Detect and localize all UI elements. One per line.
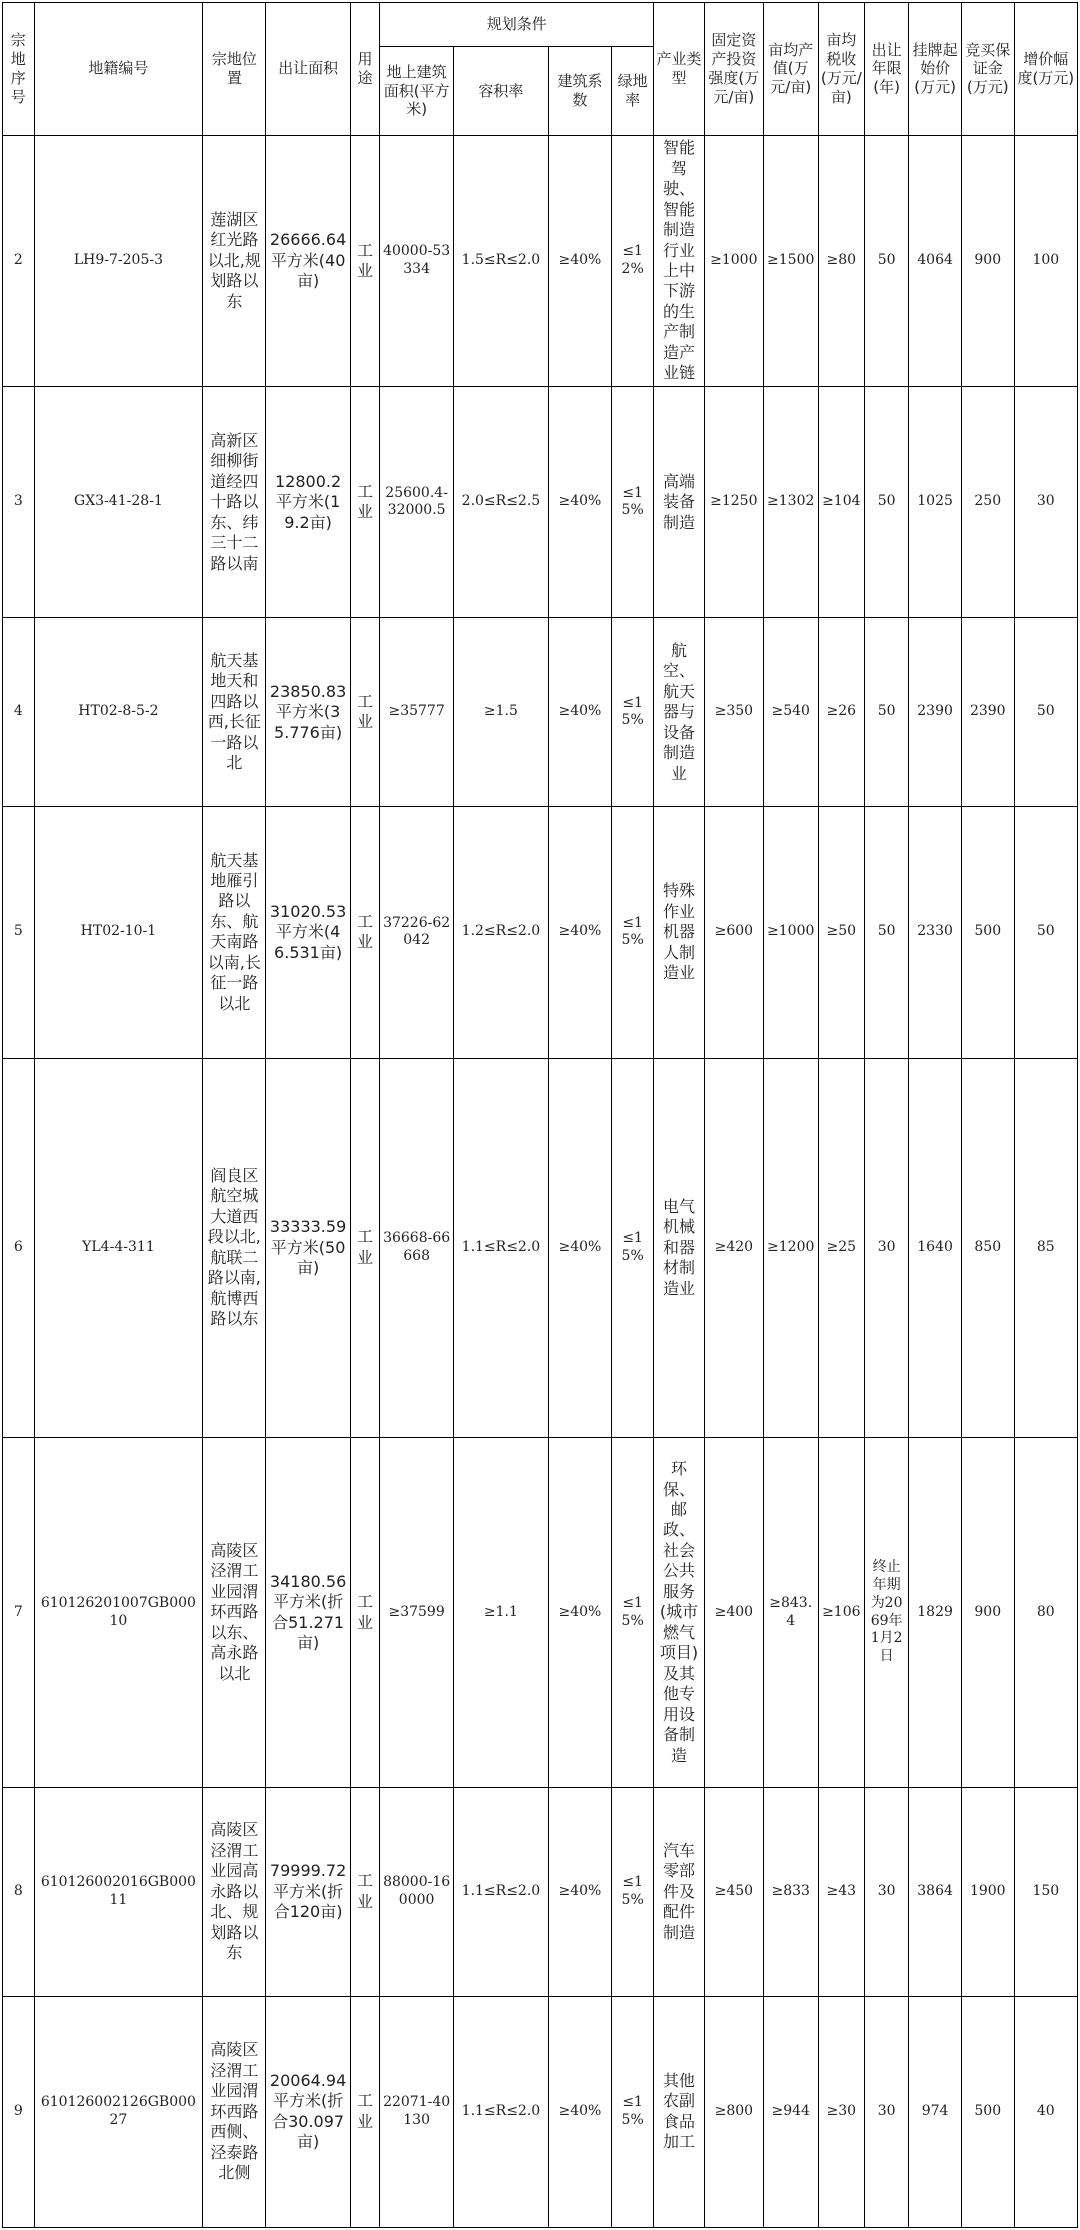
table-row bbox=[3, 387, 1078, 618]
header-industry: 产业类型 bbox=[654, 3, 705, 136]
cell-far: 1.1≤R≤2.0 bbox=[454, 1787, 549, 1996]
cell-term: 终止年期为2069年1月2日 bbox=[864, 1438, 908, 1788]
header-planning: 规划条件 bbox=[380, 3, 654, 47]
cell-area: 34180.56平方米(折合51.271亩) bbox=[266, 1438, 350, 1788]
cell-increment: 40 bbox=[1014, 1996, 1077, 2227]
cell-use: 工业 bbox=[350, 1996, 380, 2227]
header-seq: 宗地序号 bbox=[3, 3, 35, 136]
cell-output: ≥833 bbox=[763, 1787, 818, 1996]
cell-location: 高新区细柳街道经四十路以东、纬三十二路以南 bbox=[203, 387, 266, 618]
cell-density: ≥40% bbox=[548, 135, 611, 387]
table-row bbox=[3, 618, 1078, 807]
cell-area: 31020.53平方米(46.531亩) bbox=[266, 807, 350, 1058]
cell-far: ≥1.5 bbox=[454, 618, 549, 807]
cell-deposit: 250 bbox=[961, 387, 1014, 618]
cell-far: ≥1.1 bbox=[454, 1438, 549, 1788]
cell-area: 12800.2平方米(19.2亩) bbox=[266, 387, 350, 618]
cell-industry: 高端装备制造 bbox=[654, 387, 705, 618]
cell-density: ≥40% bbox=[548, 618, 611, 807]
cell-location: 高陵区泾渭工业园渭环西路以东、高永路以北 bbox=[203, 1438, 266, 1788]
cell-industry: 环保、邮政、社会公共服务(城市燃气项目)及其他专用设备制造 bbox=[654, 1438, 705, 1788]
header-invest: 固定资产投资强度(万元/亩) bbox=[704, 3, 763, 136]
cell-invest: ≥600 bbox=[704, 807, 763, 1058]
cell-deposit: 500 bbox=[961, 807, 1014, 1058]
cell-build-area: 25600.4-32000.5 bbox=[380, 387, 454, 618]
cell-term: 30 bbox=[864, 1787, 908, 1996]
cell-tax: ≥104 bbox=[818, 387, 864, 618]
cell-area: 23850.83平方米(35.776亩) bbox=[266, 618, 350, 807]
cell-build-area: 36668-66668 bbox=[380, 1058, 454, 1438]
cell-build-area: 88000-160000 bbox=[380, 1787, 454, 1996]
cell-invest: ≥350 bbox=[704, 618, 763, 807]
header-code: 地籍编号 bbox=[34, 3, 203, 136]
cell-invest: ≥450 bbox=[704, 1787, 763, 1996]
cell-invest: ≥800 bbox=[704, 1996, 763, 2227]
cell-build-area: ≥35777 bbox=[380, 618, 454, 807]
cell-green: ≤15% bbox=[612, 1058, 654, 1438]
cell-code: GX3-41-28-1 bbox=[34, 387, 203, 618]
cell-location: 莲湖区红光路以北,规划路以东 bbox=[203, 135, 266, 387]
cell-far: 1.2≤R≤2.0 bbox=[454, 807, 549, 1058]
cell-area: 33333.59平方米(50亩) bbox=[266, 1058, 350, 1438]
cell-green: ≤15% bbox=[612, 387, 654, 618]
header-output: 亩均产值(万元/亩) bbox=[763, 3, 818, 136]
cell-green: ≤15% bbox=[612, 618, 654, 807]
cell-tax: ≥106 bbox=[818, 1438, 864, 1788]
cell-green: ≤12% bbox=[612, 135, 654, 387]
cell-build-area: ≥37599 bbox=[380, 1438, 454, 1788]
cell-seq: 6 bbox=[3, 1058, 35, 1438]
cell-increment: 80 bbox=[1014, 1438, 1077, 1788]
cell-industry: 智能驾驶、智能制造行业上中下游的生产制造产业链 bbox=[654, 135, 705, 387]
cell-invest: ≥400 bbox=[704, 1438, 763, 1788]
cell-use: 工业 bbox=[350, 618, 380, 807]
table-row bbox=[3, 135, 1078, 387]
table-row bbox=[3, 1438, 1078, 1788]
cell-use: 工业 bbox=[350, 807, 380, 1058]
cell-use: 工业 bbox=[350, 135, 380, 387]
cell-industry: 汽车零部件及配件制造 bbox=[654, 1787, 705, 1996]
cell-term: 50 bbox=[864, 387, 908, 618]
cell-code: HT02-8-5-2 bbox=[34, 618, 203, 807]
cell-far: 1.1≤R≤2.0 bbox=[454, 1996, 549, 2227]
cell-price: 1025 bbox=[909, 387, 962, 618]
cell-use: 工业 bbox=[350, 1438, 380, 1788]
cell-green: ≤15% bbox=[612, 1787, 654, 1996]
header-tax: 亩均税收(万元/亩) bbox=[818, 3, 864, 136]
header-area: 出让面积 bbox=[266, 3, 350, 136]
cell-term: 50 bbox=[864, 135, 908, 387]
cell-industry: 其他农副食品加工 bbox=[654, 1996, 705, 2227]
cell-code: 610126002126GB00027 bbox=[34, 1996, 203, 2227]
cell-term: 50 bbox=[864, 618, 908, 807]
cell-location: 高陵区泾渭工业园渭环西路西侧、泾泰路北侧 bbox=[203, 1996, 266, 2227]
header-far: 容积率 bbox=[454, 47, 549, 135]
cell-code: HT02-10-1 bbox=[34, 807, 203, 1058]
cell-deposit: 900 bbox=[961, 135, 1014, 387]
cell-seq: 7 bbox=[3, 1438, 35, 1788]
cell-deposit: 900 bbox=[961, 1438, 1014, 1788]
cell-area: 79999.72平方米(折合120亩) bbox=[266, 1787, 350, 1996]
cell-code: 610126002016GB00011 bbox=[34, 1787, 203, 1996]
cell-code: YL4-4-311 bbox=[34, 1058, 203, 1438]
cell-increment: 150 bbox=[1014, 1787, 1077, 1996]
cell-output: ≥944 bbox=[763, 1996, 818, 2227]
cell-output: ≥1302 bbox=[763, 387, 818, 618]
cell-use: 工业 bbox=[350, 1787, 380, 1996]
cell-code: LH9-7-205-3 bbox=[34, 135, 203, 387]
cell-density: ≥40% bbox=[548, 807, 611, 1058]
cell-location: 航天基地雁引路以东、航天南路以南,长征一路以北 bbox=[203, 807, 266, 1058]
cell-output: ≥843.4 bbox=[763, 1438, 818, 1788]
header-density: 建筑系数 bbox=[548, 47, 611, 135]
cell-increment: 50 bbox=[1014, 618, 1077, 807]
cell-seq: 8 bbox=[3, 1787, 35, 1996]
header-term: 出让年限(年) bbox=[864, 3, 908, 136]
cell-term: 30 bbox=[864, 1058, 908, 1438]
cell-green: ≤15% bbox=[612, 1996, 654, 2227]
cell-green: ≤15% bbox=[612, 807, 654, 1058]
cell-price: 1640 bbox=[909, 1058, 962, 1438]
header-location: 宗地位置 bbox=[203, 3, 266, 136]
cell-build-area: 40000-53334 bbox=[380, 135, 454, 387]
header-price: 挂牌起始价(万元) bbox=[909, 3, 962, 136]
cell-industry: 电气机械和器材制造业 bbox=[654, 1058, 705, 1438]
header-use: 用途 bbox=[350, 3, 380, 136]
cell-deposit: 850 bbox=[961, 1058, 1014, 1438]
cell-increment: 85 bbox=[1014, 1058, 1077, 1438]
cell-location: 阎良区航空城大道西段以北,航联二路以南,航博西路以东 bbox=[203, 1058, 266, 1438]
cell-invest: ≥1000 bbox=[704, 135, 763, 387]
header-row-1 bbox=[3, 3, 1078, 47]
cell-density: ≥40% bbox=[548, 1058, 611, 1438]
cell-density: ≥40% bbox=[548, 1438, 611, 1788]
cell-invest: ≥420 bbox=[704, 1058, 763, 1438]
cell-area: 26666.64平方米(40亩) bbox=[266, 135, 350, 387]
cell-seq: 5 bbox=[3, 807, 35, 1058]
cell-increment: 30 bbox=[1014, 387, 1077, 618]
cell-term: 50 bbox=[864, 807, 908, 1058]
cell-build-area: 37226-62042 bbox=[380, 807, 454, 1058]
cell-price: 4064 bbox=[909, 135, 962, 387]
cell-output: ≥540 bbox=[763, 618, 818, 807]
table-row bbox=[3, 1787, 1078, 1996]
header-increment: 增价幅度(万元) bbox=[1014, 3, 1077, 136]
cell-output: ≥1000 bbox=[763, 807, 818, 1058]
cell-industry: 航空、航天器与设备制造业 bbox=[654, 618, 705, 807]
cell-seq: 3 bbox=[3, 387, 35, 618]
table-row bbox=[3, 807, 1078, 1058]
cell-increment: 50 bbox=[1014, 807, 1077, 1058]
cell-location: 高陵区泾渭工业园高永路以北、规划路以东 bbox=[203, 1787, 266, 1996]
cell-density: ≥40% bbox=[548, 1996, 611, 2227]
cell-price: 2330 bbox=[909, 807, 962, 1058]
cell-price: 974 bbox=[909, 1996, 962, 2227]
cell-price: 1829 bbox=[909, 1438, 962, 1788]
cell-seq: 4 bbox=[3, 618, 35, 807]
cell-tax: ≥25 bbox=[818, 1058, 864, 1438]
cell-increment: 100 bbox=[1014, 135, 1077, 387]
cell-deposit: 1900 bbox=[961, 1787, 1014, 1996]
cell-tax: ≥80 bbox=[818, 135, 864, 387]
cell-tax: ≥30 bbox=[818, 1996, 864, 2227]
cell-far: 1.1≤R≤2.0 bbox=[454, 1058, 549, 1438]
cell-invest: ≥1250 bbox=[704, 387, 763, 618]
table-row bbox=[3, 1996, 1078, 2227]
header-build-area: 地上建筑面积(平方米) bbox=[380, 47, 454, 135]
cell-code: 610126201007GB00010 bbox=[34, 1438, 203, 1788]
cell-use: 工业 bbox=[350, 387, 380, 618]
cell-output: ≥1200 bbox=[763, 1058, 818, 1438]
cell-tax: ≥50 bbox=[818, 807, 864, 1058]
header-deposit: 竞买保证金(万元) bbox=[961, 3, 1014, 136]
cell-use: 工业 bbox=[350, 1058, 380, 1438]
cell-seq: 9 bbox=[3, 1996, 35, 2227]
cell-build-area: 22071-40130 bbox=[380, 1996, 454, 2227]
cell-far: 2.0≤R≤2.5 bbox=[454, 387, 549, 618]
table-row bbox=[3, 1058, 1078, 1438]
header-green: 绿地率 bbox=[612, 47, 654, 135]
cell-term: 30 bbox=[864, 1996, 908, 2227]
cell-industry: 特殊作业机器人制造业 bbox=[654, 807, 705, 1058]
cell-price: 3864 bbox=[909, 1787, 962, 1996]
cell-deposit: 500 bbox=[961, 1996, 1014, 2227]
cell-output: ≥1500 bbox=[763, 135, 818, 387]
cell-seq: 2 bbox=[3, 135, 35, 387]
cell-tax: ≥43 bbox=[818, 1787, 864, 1996]
cell-density: ≥40% bbox=[548, 387, 611, 618]
cell-density: ≥40% bbox=[548, 1787, 611, 1996]
cell-price: 2390 bbox=[909, 618, 962, 807]
cell-far: 1.5≤R≤2.0 bbox=[454, 135, 549, 387]
cell-tax: ≥26 bbox=[818, 618, 864, 807]
cell-area: 20064.94平方米(折合30.097亩) bbox=[266, 1996, 350, 2227]
cell-deposit: 2390 bbox=[961, 618, 1014, 807]
cell-location: 航天基地天和四路以西,长征一路以北 bbox=[203, 618, 266, 807]
cell-green: ≤15% bbox=[612, 1438, 654, 1788]
land-transfer-table bbox=[2, 2, 1078, 2228]
